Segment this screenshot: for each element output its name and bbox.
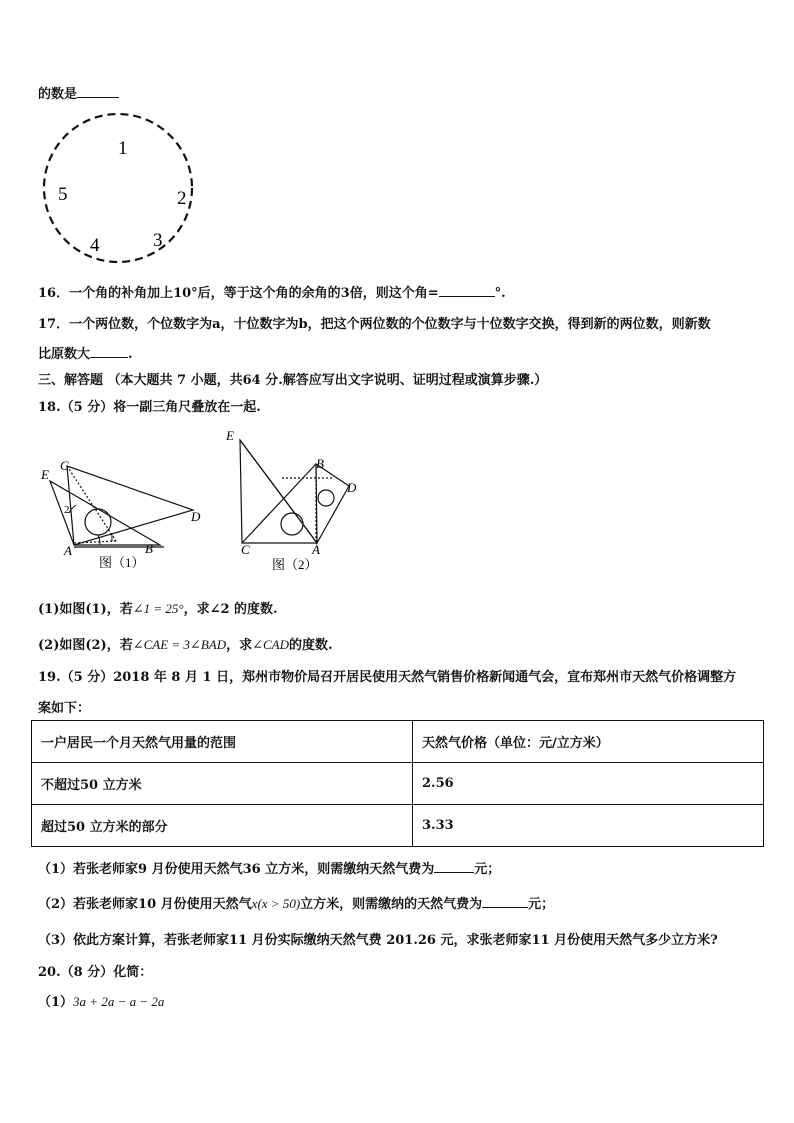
q18-intro-text: 18.（5 分）将一副三角尺叠放在一起.	[38, 400, 261, 415]
q19-part-2-middle: 立方米，则需缴纳的天然气费为	[300, 897, 483, 912]
q19-part-3	[38, 929, 718, 948]
table-header-row	[32, 721, 764, 763]
q20-part-1-prefix: （1）	[38, 995, 74, 1010]
q15-tail	[38, 83, 119, 102]
fig2-circle-left	[281, 513, 303, 535]
q19-line-1: 19.（5 分）2018 年 8 月 1 日，郑州市物价局召开居民使用天然气销售价格新闻通气会，宣布郑州市天然气价格调整方	[38, 670, 737, 685]
fig2-label-a: A	[312, 542, 320, 557]
fig1-label-angle-2: 2	[64, 504, 70, 516]
question-20-intro	[38, 961, 152, 980]
q19-part-1-suffix: 元；	[474, 862, 501, 877]
fig2-label-c: C	[241, 542, 250, 557]
question-16	[38, 282, 506, 301]
fig2-line-ea	[240, 440, 317, 543]
fig1-label-b: B	[145, 541, 153, 556]
table-cell-range: 超过50 立方米的部分	[32, 805, 413, 847]
q19-part-2-prefix: （2）若张老师家10 月份使用天然气	[38, 897, 252, 912]
q19-part-1	[38, 858, 500, 877]
fig2-label-d: D	[347, 480, 357, 495]
fig2-circle-right	[318, 490, 334, 506]
q18-part-1-condition: ∠1 = 25°	[132, 601, 184, 616]
circle-number-1: 1	[118, 138, 128, 159]
fig1-label-e: E	[41, 467, 49, 482]
q18-part-2	[38, 634, 333, 653]
question-19-line-1	[38, 666, 736, 685]
q18-figure-2	[222, 428, 372, 576]
fig1-triangle-cad	[67, 466, 193, 545]
q18-part-2-middle: ，求	[226, 638, 253, 653]
section-3-heading-text: 三、解答题 （本大题共 7 小题，共64 分.解答应写出文字说明、证明过程或演算步骤.）	[38, 373, 548, 388]
q15-circle-figure	[30, 104, 210, 274]
q20-part-1	[38, 991, 164, 1010]
question-19-line-2	[38, 697, 90, 716]
q15-answer-blank	[77, 85, 119, 98]
question-17-line-1	[38, 313, 711, 332]
q19-part-1-blank	[434, 860, 474, 873]
fig2-label-b: B	[316, 456, 324, 471]
q19-part-2-suffix: 元；	[528, 897, 555, 912]
q19-part-2	[38, 893, 554, 912]
q19-part-2-blank	[482, 895, 528, 908]
q17-line-1: 17．一个两位数，个位数字为a，十位数字为b，把这个两位数的个位数字与十位数字交换，得到新的两位数，则新数	[38, 317, 711, 332]
circle-number-2: 2	[177, 188, 187, 209]
circle-number-5: 5	[58, 184, 68, 205]
section-3-heading	[38, 369, 547, 388]
fig2-caption: 图（2）	[272, 557, 318, 572]
q18-part-2-target: ∠CAD	[252, 637, 290, 652]
table-header-range: 一户居民一个月天然气用量的范围	[32, 721, 413, 763]
table-cell-range: 不超过50 立方米	[32, 763, 413, 805]
q17-line-2: 比原数大	[38, 347, 91, 362]
table-header-price: 天然气价格（单位：元/立方米）	[413, 721, 764, 763]
table-row	[32, 763, 764, 805]
fig2-line-cb	[242, 464, 316, 543]
fig1-label-angle-1: 1	[109, 532, 115, 544]
question-18-intro	[38, 396, 261, 415]
q16-text: 16．一个角的补角加上10°后，等于这个角的余角的3倍，则这个角=	[38, 286, 439, 301]
q16-suffix: °.	[494, 286, 506, 301]
fig1-caption: 图（1）	[99, 555, 145, 570]
q18-figure-1	[36, 455, 211, 575]
q20-part-1-expr: 3a + 2a − a − 2a	[73, 994, 165, 1009]
fig1-label-d: D	[191, 509, 201, 524]
q19-part-2-expr: x(x > 50)	[251, 896, 301, 911]
q18-part-1-suffix: ，求∠2 的度数.	[183, 602, 278, 617]
fig1-angle-1-arc	[98, 535, 100, 545]
q19-part-3-text: （3）依此方案计算，若张老师家11 月份实际缴纳天然气费 201.26 元，求张老师家11 月份使用天然气多少立方米?	[38, 933, 718, 948]
q20-intro-text: 20.（8 分）化简：	[38, 965, 153, 980]
q16-answer-blank	[439, 284, 495, 297]
q17-answer-blank	[90, 345, 128, 358]
q15-tail-text: 的数是	[38, 87, 78, 102]
table-cell-price: 3.33	[413, 805, 764, 847]
q18-part-1	[38, 598, 278, 617]
circle-number-3: 3	[153, 230, 163, 251]
q18-part-2-suffix: 的度数.	[289, 638, 333, 653]
table-cell-price: 2.56	[413, 763, 764, 805]
q17-suffix: .	[128, 347, 133, 362]
gas-price-table	[31, 720, 764, 847]
q19-line-2: 案如下：	[38, 701, 91, 716]
q19-part-1-text: （1）若张老师家9 月份使用天然气36 立方米，则需缴纳天然气费为	[38, 862, 435, 877]
q18-part-2-prefix: (2)如图(2)，若	[38, 638, 133, 653]
fig1-label-a: A	[64, 543, 72, 558]
q18-part-1-prefix: (1)如图(1)，若	[38, 602, 133, 617]
question-17-line-2	[38, 343, 133, 362]
fig1-label-c: C	[60, 458, 69, 473]
table-row	[32, 805, 764, 847]
q18-part-2-condition: ∠CAE = 3∠BAD	[132, 637, 227, 652]
fig2-label-e: E	[226, 428, 234, 443]
circle-number-4: 4	[90, 235, 100, 256]
